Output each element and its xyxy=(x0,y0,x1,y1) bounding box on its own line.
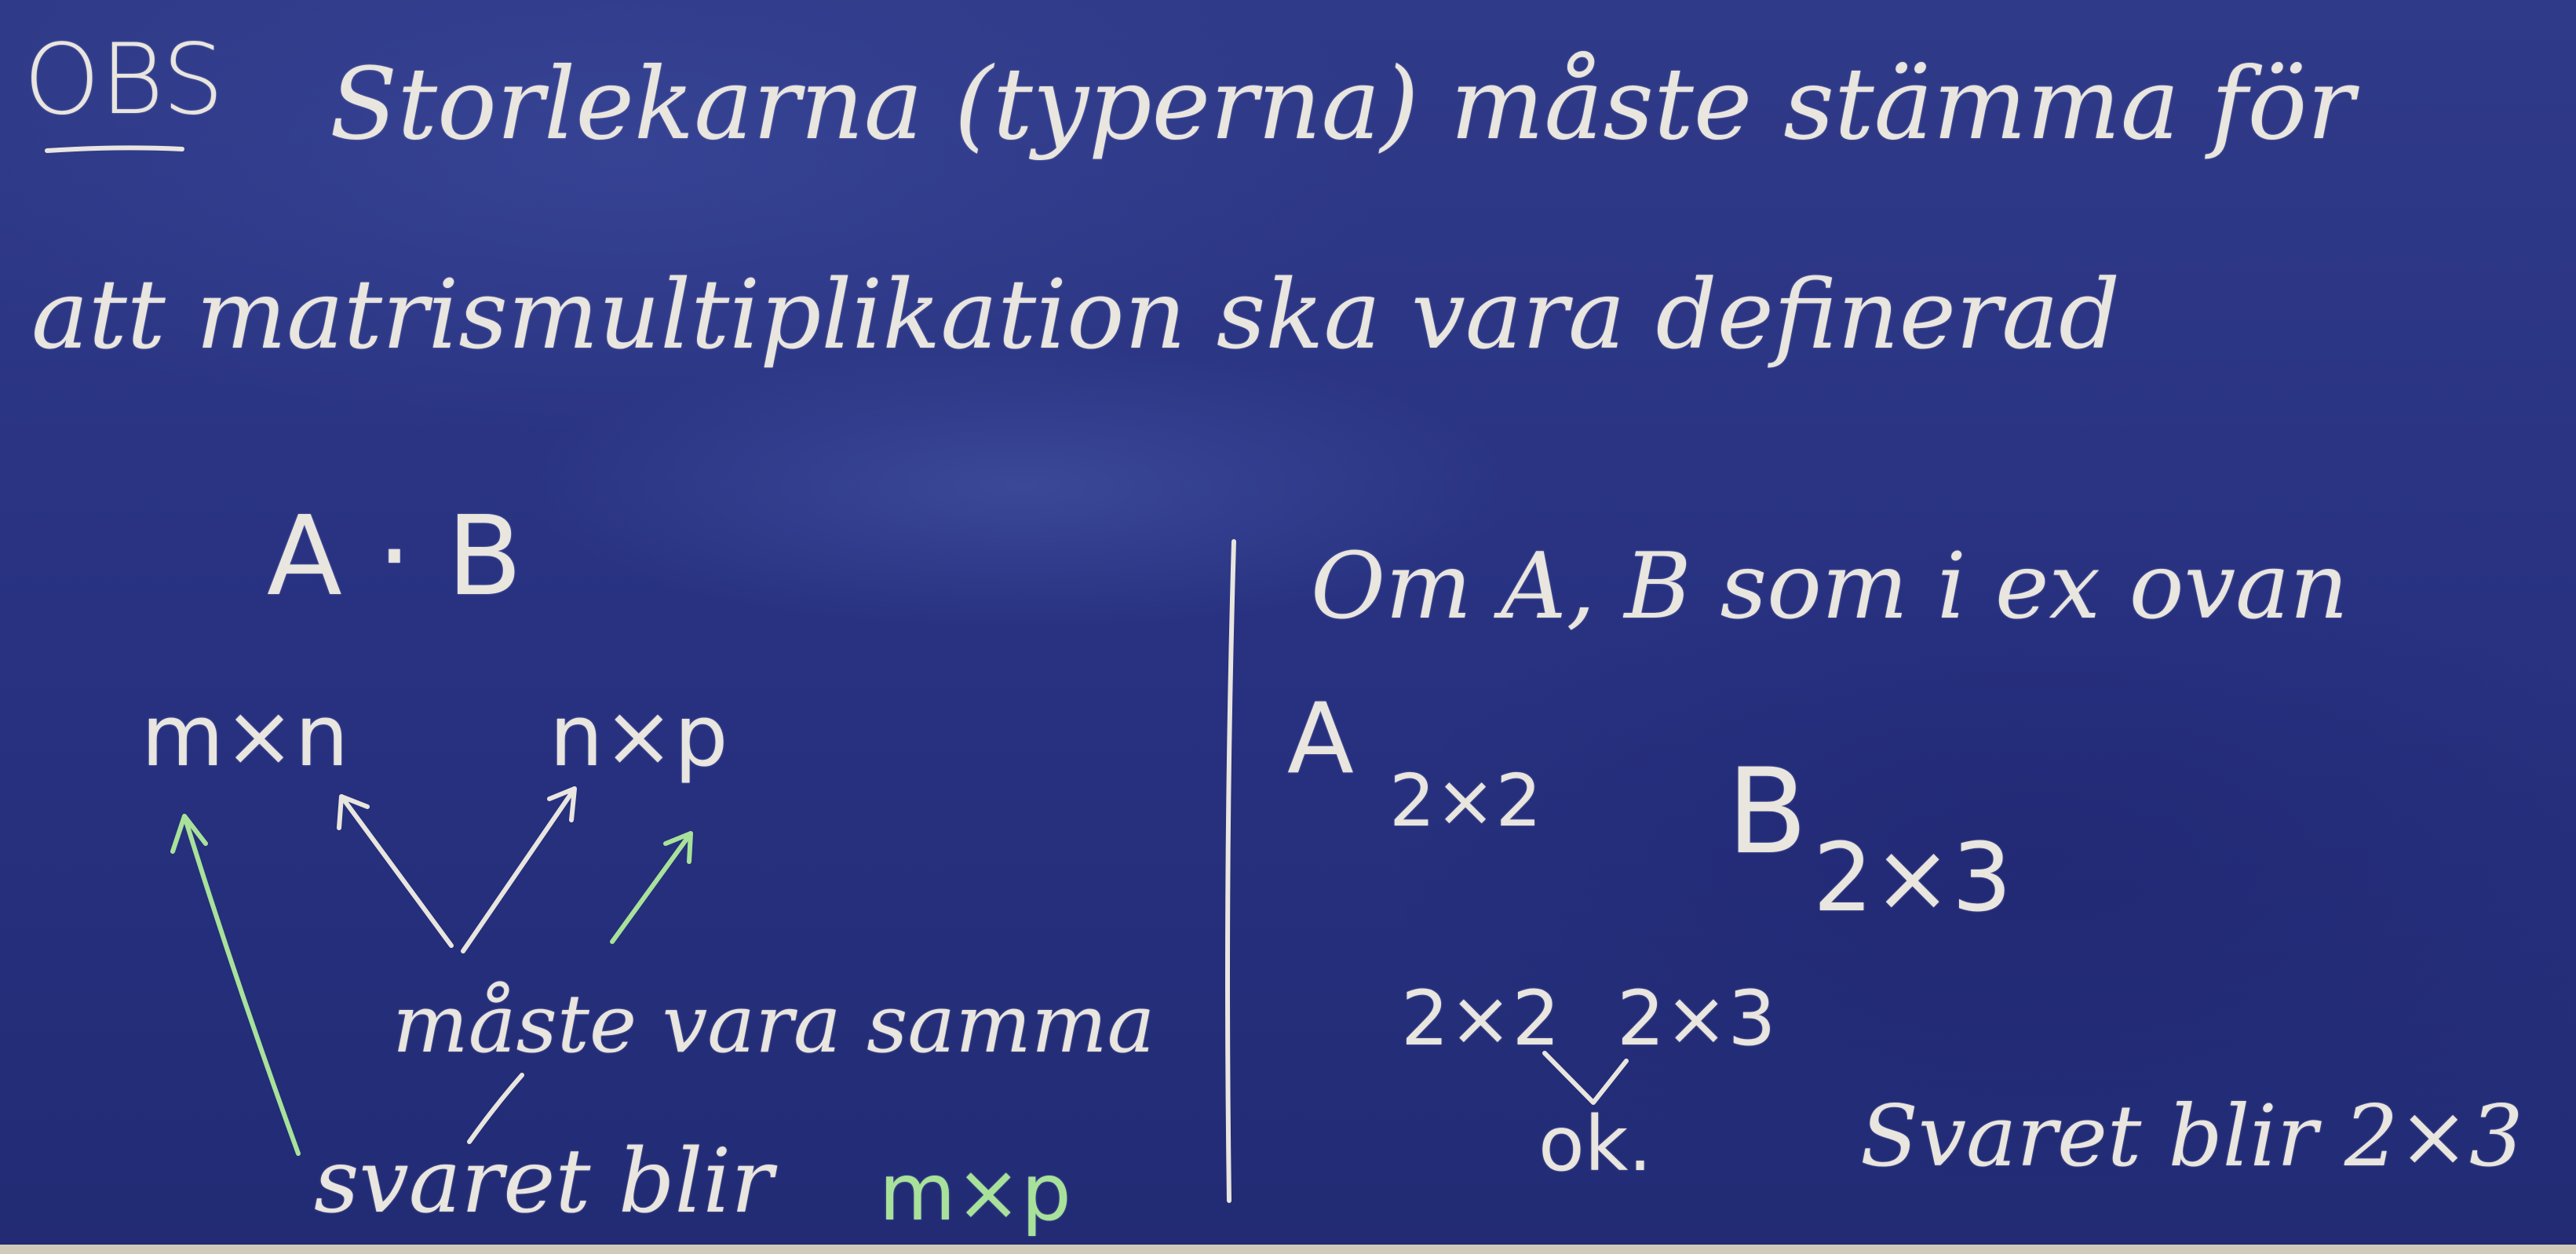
divider-line xyxy=(1228,541,1234,1201)
matrix-b-label: B xyxy=(1727,744,1808,880)
example-intro: Om A, B som i ex ovan xyxy=(1311,534,2348,640)
check-dimension-b: 2×3 xyxy=(1617,975,1776,1063)
chalk-rail xyxy=(0,1245,2576,1254)
arrow-n-right xyxy=(463,789,575,951)
ok-note: ok. xyxy=(1538,1100,1652,1188)
matrix-a-dimension: 2×2 xyxy=(1389,759,1542,843)
answer-prefix: svaret blir xyxy=(314,1131,773,1233)
arrow-n-left xyxy=(339,797,451,946)
dimension-a: m×n xyxy=(141,687,349,786)
obs-label: OBS xyxy=(24,24,224,137)
heading-line-1: Storlekarna (typerna) måste stämma för xyxy=(330,46,2355,162)
dimension-b: n×p xyxy=(549,687,728,786)
must-be-same-note: måste vara samma xyxy=(392,978,1155,1071)
arrow-m-green xyxy=(173,816,298,1154)
note-connector xyxy=(469,1075,522,1142)
check-dimension-a: 2×2 xyxy=(1401,975,1560,1063)
answer-dimension: m×p xyxy=(879,1146,1071,1238)
matrix-b-dimension: 2×3 xyxy=(1813,824,2012,933)
heading-line-2: att matrismultiplikation ska vara definerad xyxy=(31,259,2121,370)
arrow-p-green xyxy=(612,833,691,942)
matrix-a-label: A xyxy=(1287,683,1354,796)
ok-check xyxy=(1545,1053,1626,1103)
product-expression: A · B xyxy=(267,493,523,621)
right-answer: Svaret blir 2×3 xyxy=(1860,1088,2523,1186)
obs-underline xyxy=(47,148,182,151)
